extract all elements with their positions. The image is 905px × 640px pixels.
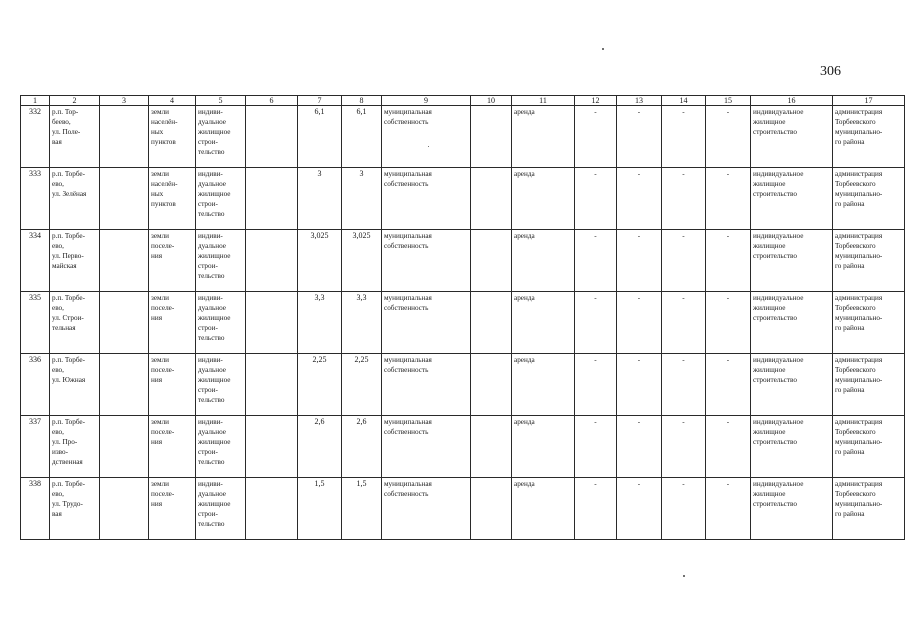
land-category-cell: земли поселе- ния (149, 416, 196, 478)
dash-cell: - (706, 230, 751, 292)
empty-cell (100, 416, 149, 478)
holder-cell: администрация Торбеевского муниципально- го района (833, 416, 905, 478)
purpose-cell: индивидуальное жилищное строительство (751, 478, 833, 540)
table-row (21, 230, 905, 292)
dash-cell: - (706, 416, 751, 478)
permitted-use-cell: индиви- дуальное жилищное строи- тельство (196, 416, 246, 478)
dash-cell: - (617, 478, 662, 540)
ownership-cell: муниципальная собственность (382, 168, 471, 230)
dash-cell: - (706, 478, 751, 540)
purpose-cell: индивидуальное жилищное строительство (751, 354, 833, 416)
area-cell: 3 (298, 168, 342, 230)
scan-speck (683, 575, 685, 577)
dash-cell: - (575, 106, 617, 168)
permitted-use-cell: индиви- дуальное жилищное строи- тельство (196, 106, 246, 168)
dash-cell: - (617, 416, 662, 478)
right-type-cell: аренда (512, 478, 575, 540)
purpose-cell: индивидуальное жилищное строительство (751, 292, 833, 354)
empty-cell (471, 168, 512, 230)
address-cell: р.п. Торбе- ево, ул. Строи- тельная (50, 292, 100, 354)
area-cell: 1,5 (342, 478, 382, 540)
dash-cell: - (662, 478, 706, 540)
dash-cell: - (706, 106, 751, 168)
scan-speck (428, 146, 429, 147)
column-header: 3 (100, 96, 149, 106)
dash-cell: - (617, 230, 662, 292)
dash-cell: - (662, 354, 706, 416)
empty-cell (471, 478, 512, 540)
address-cell: р.п. Торбе- ево, ул. Трудо- вая (50, 478, 100, 540)
address-cell: р.п. Торбе- ево, ул. Про- изво- дственная (50, 416, 100, 478)
row-number-cell: 337 (21, 416, 50, 478)
address-cell: р.п. Торбе- ево, ул. Зелёная (50, 168, 100, 230)
table-row (21, 168, 905, 230)
column-header: 13 (617, 96, 662, 106)
row-number-cell: 336 (21, 354, 50, 416)
column-header: 5 (196, 96, 246, 106)
area-cell: 2,6 (342, 416, 382, 478)
ownership-cell: муниципальная собственность (382, 354, 471, 416)
column-header: 14 (662, 96, 706, 106)
area-cell: 6,1 (342, 106, 382, 168)
holder-cell: администрация Торбеевского муниципально- го района (833, 292, 905, 354)
dash-cell: - (706, 354, 751, 416)
dash-cell: - (575, 478, 617, 540)
permitted-use-cell: индиви- дуальное жилищное строи- тельство (196, 354, 246, 416)
holder-cell: администрация Торбеевского муниципально- го района (833, 354, 905, 416)
dash-cell: - (575, 292, 617, 354)
area-cell: 3 (342, 168, 382, 230)
empty-cell (100, 354, 149, 416)
empty-cell (471, 292, 512, 354)
column-number-header-row (21, 96, 905, 106)
holder-cell: администрация Торбеевского муниципально- го района (833, 230, 905, 292)
land-category-cell: земли поселе- ния (149, 230, 196, 292)
dash-cell: - (617, 106, 662, 168)
dash-cell: - (662, 230, 706, 292)
land-category-cell: земли населён- ных пунктов (149, 168, 196, 230)
column-header: 17 (833, 96, 905, 106)
empty-cell (471, 354, 512, 416)
ownership-cell: муниципальная собственность (382, 478, 471, 540)
empty-cell (246, 106, 298, 168)
dash-cell: - (662, 292, 706, 354)
empty-cell (100, 168, 149, 230)
column-header: 9 (382, 96, 471, 106)
dash-cell: - (662, 106, 706, 168)
column-header: 2 (50, 96, 100, 106)
column-header: 8 (342, 96, 382, 106)
land-register-table (20, 95, 905, 540)
area-cell: 2,25 (298, 354, 342, 416)
table-row (21, 354, 905, 416)
permitted-use-cell: индиви- дуальное жилищное строи- тельство (196, 230, 246, 292)
purpose-cell: индивидуальное жилищное строительство (751, 416, 833, 478)
address-cell: р.п. Торбе- ево, ул. Южная (50, 354, 100, 416)
empty-cell (100, 230, 149, 292)
ownership-cell: муниципальная собственность (382, 106, 471, 168)
page-number: 306 (820, 64, 841, 79)
address-cell: р.п. Торбе- ево, ул. Перво- майская (50, 230, 100, 292)
land-category-cell: земли населён- ных пунктов (149, 106, 196, 168)
dash-cell: - (575, 168, 617, 230)
column-header: 12 (575, 96, 617, 106)
dash-cell: - (575, 354, 617, 416)
dash-cell: - (662, 168, 706, 230)
dash-cell: - (617, 292, 662, 354)
table-row (21, 292, 905, 354)
row-number-cell: 332 (21, 106, 50, 168)
scan-speck (602, 48, 604, 50)
dash-cell: - (575, 416, 617, 478)
column-header: 15 (706, 96, 751, 106)
area-cell: 2,6 (298, 416, 342, 478)
ownership-cell: муниципальная собственность (382, 292, 471, 354)
empty-cell (246, 168, 298, 230)
empty-cell (246, 230, 298, 292)
area-cell: 3,025 (298, 230, 342, 292)
empty-cell (246, 416, 298, 478)
right-type-cell: аренда (512, 354, 575, 416)
permitted-use-cell: индиви- дуальное жилищное строи- тельство (196, 478, 246, 540)
row-number-cell: 334 (21, 230, 50, 292)
dash-cell: - (575, 230, 617, 292)
column-header: 6 (246, 96, 298, 106)
column-header: 1 (21, 96, 50, 106)
table-row (21, 416, 905, 478)
column-header: 7 (298, 96, 342, 106)
column-header: 4 (149, 96, 196, 106)
empty-cell (246, 478, 298, 540)
empty-cell (471, 416, 512, 478)
dash-cell: - (662, 416, 706, 478)
row-number-cell: 333 (21, 168, 50, 230)
area-cell: 2,25 (342, 354, 382, 416)
area-cell: 3,025 (342, 230, 382, 292)
purpose-cell: индивидуальное жилищное строительство (751, 106, 833, 168)
land-category-cell: земли поселе- ния (149, 354, 196, 416)
holder-cell: администрация Торбеевского муниципально- го района (833, 168, 905, 230)
column-header: 16 (751, 96, 833, 106)
area-cell: 1,5 (298, 478, 342, 540)
permitted-use-cell: индиви- дуальное жилищное строи- тельство (196, 292, 246, 354)
right-type-cell: аренда (512, 416, 575, 478)
row-number-cell: 338 (21, 478, 50, 540)
permitted-use-cell: индиви- дуальное жилищное строи- тельство (196, 168, 246, 230)
ownership-cell: муниципальная собственность (382, 416, 471, 478)
dash-cell: - (706, 168, 751, 230)
empty-cell (246, 354, 298, 416)
address-cell: р.п. Тор- беево, ул. Поле- вая (50, 106, 100, 168)
right-type-cell: аренда (512, 168, 575, 230)
right-type-cell: аренда (512, 230, 575, 292)
holder-cell: администрация Торбеевского муниципально- го района (833, 478, 905, 540)
purpose-cell: индивидуальное жилищное строительство (751, 230, 833, 292)
dash-cell: - (617, 168, 662, 230)
empty-cell (471, 106, 512, 168)
land-category-cell: земли поселе- ния (149, 478, 196, 540)
land-category-cell: земли поселе- ния (149, 292, 196, 354)
empty-cell (100, 106, 149, 168)
holder-cell: администрация Торбеевского муниципально- го района (833, 106, 905, 168)
column-header: 11 (512, 96, 575, 106)
dash-cell: - (706, 292, 751, 354)
area-cell: 3,3 (342, 292, 382, 354)
column-header: 10 (471, 96, 512, 106)
purpose-cell: индивидуальное жилищное строительство (751, 168, 833, 230)
dash-cell: - (617, 354, 662, 416)
right-type-cell: аренда (512, 106, 575, 168)
area-cell: 3,3 (298, 292, 342, 354)
ownership-cell: муниципальная собственность (382, 230, 471, 292)
right-type-cell: аренда (512, 292, 575, 354)
empty-cell (246, 292, 298, 354)
empty-cell (471, 230, 512, 292)
empty-cell (100, 478, 149, 540)
table-row (21, 478, 905, 540)
table-row (21, 106, 905, 168)
empty-cell (100, 292, 149, 354)
row-number-cell: 335 (21, 292, 50, 354)
area-cell: 6,1 (298, 106, 342, 168)
